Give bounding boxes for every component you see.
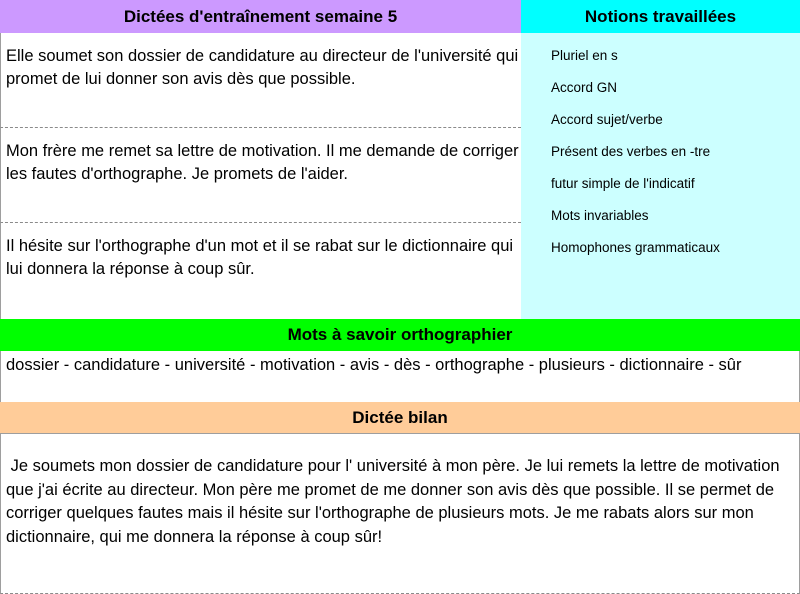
- bilan-header: Dictée bilan: [0, 402, 800, 433]
- notion-item: futur simple de l'indicatif: [551, 176, 695, 191]
- bilan-text: Je soumets mon dossier de candidature pour l' université à mon père. Je lui remets la lettre de motivation que j'ai écrite au directeur. Mon père me promet de me donner son avis dès que possible. Il se permet de corriger quelques fautes mais il hésite sur l'orthographe de plusieurs mots. Je me rabats alors sur mon dictionnaire, qui me donnera la réponse à coup sûr!: [0, 433, 800, 594]
- notion-item: Accord sujet/verbe: [551, 112, 663, 127]
- mots-list: dossier - candidature - université - motivation - avis - dès - orthographe - plusieurs - dictionnaire - sûr: [0, 351, 800, 402]
- dictee-1: Elle soumet son dossier de candidature au directeur de l'université qui promet de lui donner son avis dès que possible.: [0, 33, 521, 128]
- notion-item: Mots invariables: [551, 208, 649, 223]
- dictees-column: [0, 33, 521, 319]
- dictee-3: Il hésite sur l'orthographe d'un mot et il se rabat sur le dictionnaire qui lui donnera la réponse à coup sûr.: [0, 223, 521, 319]
- notion-item: Homophones grammaticaux: [551, 240, 720, 255]
- notions-header: Notions travaillées: [521, 0, 800, 33]
- dictee-2: Mon frère me remet sa lettre de motivation. Il me demande de corriger les fautes d'orthographe. Je promets de l'aider.: [0, 128, 521, 223]
- notions-list: [521, 33, 800, 319]
- notion-item: Pluriel en s: [551, 48, 618, 63]
- dictees-header: Dictées d'entraînement semaine 5: [0, 0, 521, 33]
- notion-item: Présent des verbes en -tre: [551, 144, 711, 159]
- notion-item: Accord GN: [551, 80, 618, 95]
- mots-header: Mots à savoir orthographier: [0, 319, 800, 351]
